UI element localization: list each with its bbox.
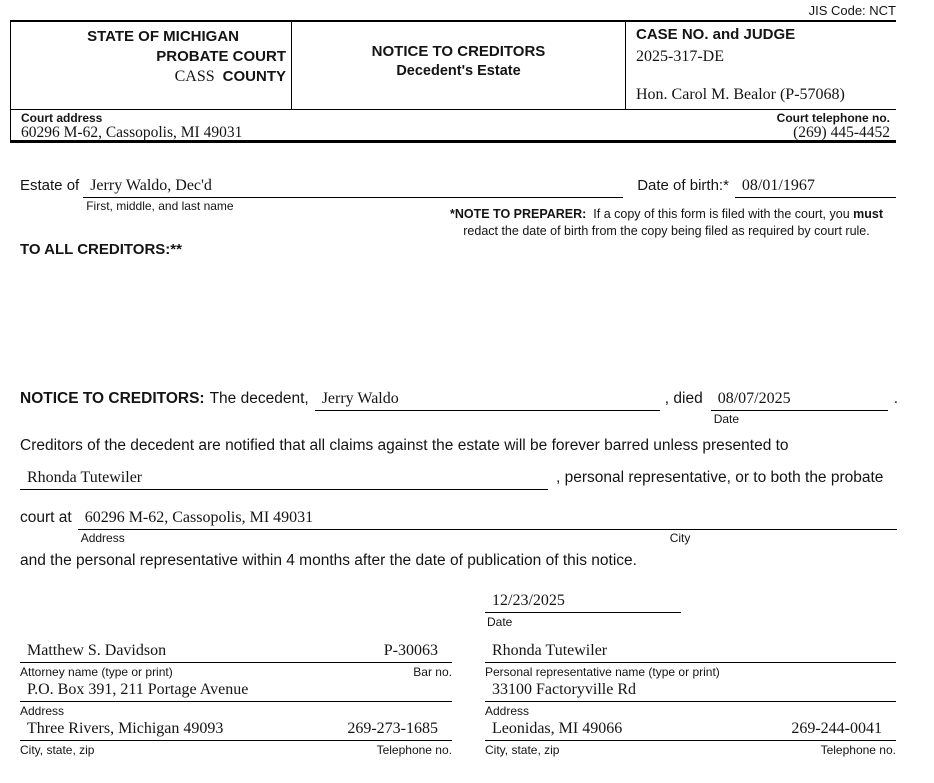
state-label: STATE OF MICHIGAN	[87, 28, 239, 45]
signature-date-sublabel: Date	[487, 615, 513, 629]
decedent-name-fieldwrap	[315, 389, 660, 411]
to-all-creditors-heading: TO ALL CREDITORS:**	[20, 241, 182, 258]
court-identity-block	[11, 22, 291, 109]
decedent-intro-text: The decedent,	[209, 390, 309, 407]
county-label: COUNTY	[222, 68, 286, 85]
header-cells	[11, 22, 896, 110]
attorney-city-phone-line	[20, 719, 452, 741]
attorney-phone-label: Telephone no.	[376, 743, 452, 757]
court-address-row	[11, 110, 896, 140]
attorney-name-labels	[20, 665, 452, 679]
city-sublabel: City	[669, 531, 691, 545]
representative-name-field[interactable]: Rhonda Tutewiler	[20, 468, 548, 490]
bar-no-label: Bar no.	[413, 665, 452, 679]
death-date-fieldwrap	[711, 389, 888, 426]
sentence-period: .	[893, 390, 898, 407]
preparer-note	[437, 206, 896, 240]
representative-city-phone-line	[485, 719, 896, 741]
representative-address-block	[485, 680, 896, 718]
representative-print-name-labels	[485, 665, 896, 679]
attorney-address-field[interactable]: P.O. Box 391, 211 Portage Avenue	[20, 680, 452, 702]
form-title: NOTICE TO CREDITORS	[371, 43, 546, 60]
court-phone-label: Court telephone no.	[776, 111, 890, 125]
preparer-note-text: If a copy of this form is filed with the court, you	[593, 207, 850, 221]
court-address-block	[21, 111, 242, 140]
attorney-name-field[interactable]: Matthew S. Davidson	[27, 642, 167, 659]
decedent-full-name-fieldwrap	[83, 176, 623, 213]
attorney-city-phone-labels	[20, 743, 452, 757]
representative-phone-field[interactable]: 269-244-0041	[791, 720, 882, 737]
form-title-block	[291, 22, 626, 109]
court-address-field[interactable]: 60296 M-62, Cassopolis, MI 49031	[21, 124, 243, 141]
county-name-field[interactable]: CASS	[174, 68, 215, 85]
attorney-address-block	[20, 680, 452, 718]
jis-code-label: JIS Code: NCT	[808, 3, 896, 18]
estate-of-label: Estate of	[20, 177, 80, 194]
court-phone-block	[777, 111, 890, 140]
claims-barred-text: Creditors of the decedent are notified that all claims against the estate will be forever barred unless presented to	[20, 437, 789, 454]
attorney-address-label: Address	[20, 704, 65, 718]
death-date-field[interactable]: 08/07/2025	[711, 389, 888, 411]
preparer-note-line1	[437, 206, 896, 223]
representative-city-label: City, state, zip	[485, 743, 560, 757]
notice-bold-label: NOTICE TO CREDITORS:	[20, 390, 205, 407]
representative-suffix-text: , personal representative, or to both the probate	[556, 469, 884, 486]
form-subtitle: Decedent's Estate	[396, 63, 521, 79]
form-header	[10, 20, 896, 143]
case-no-field[interactable]: 2025-317-DE	[636, 48, 724, 65]
case-block	[626, 22, 896, 109]
representative-name-fieldwrap	[20, 468, 548, 490]
court-address-label: Court address	[21, 111, 103, 125]
signature-date-field[interactable]: 12/23/2025	[485, 591, 681, 613]
representative-phone-label: Telephone no.	[820, 743, 896, 757]
attorney-phone-field[interactable]: 269-273-1685	[347, 720, 438, 737]
representative-city-phone-block	[485, 719, 896, 757]
court-at-address-field[interactable]: 60296 M-62, Cassopolis, MI 49031	[78, 508, 897, 530]
representative-address-field[interactable]: 33100 Factoryville Rd	[485, 680, 896, 702]
publication-period-text: and the personal representative within 4 months after the date of publication of this notice.	[20, 552, 637, 569]
decedent-full-name-field[interactable]: Jerry Waldo, Dec'd	[83, 176, 623, 198]
dob-field[interactable]: 08/01/1967	[735, 176, 896, 198]
county-line	[11, 67, 291, 87]
notice-sentence-row	[20, 389, 898, 426]
attorney-city-field[interactable]: Three Rivers, Michigan 49093	[27, 720, 224, 737]
address-sublabel: Address	[80, 531, 125, 545]
name-sublabel: First, middle, and last name	[86, 199, 234, 213]
dob-label: Date of birth:*	[637, 177, 729, 194]
attorney-city-label: City, state, zip	[20, 743, 95, 757]
probate-court-label: PROBATE COURT	[156, 48, 286, 65]
judge-field[interactable]: Hon. Carol M. Bealor (P-57068)	[636, 86, 845, 103]
representative-print-name-label: Personal representative name (type or print)	[485, 665, 720, 679]
death-date-sublabel: Date	[713, 412, 740, 426]
preparer-note-label: *NOTE TO PREPARER:	[449, 207, 587, 221]
estate-of-row	[20, 176, 896, 213]
preparer-note-line2: redact the date of birth from the copy being filed as required by court rule.	[463, 224, 870, 238]
attorney-name-line	[20, 641, 452, 663]
court-at-fieldwrap	[78, 508, 897, 545]
decedent-name-field[interactable]: Jerry Waldo	[315, 389, 660, 411]
dob-fieldwrap	[735, 176, 896, 198]
representative-address-label: Address	[485, 704, 530, 718]
representative-city-phone-labels	[485, 743, 896, 757]
court-at-label: court at	[20, 509, 72, 526]
attorney-name-label: Attorney name (type or print)	[20, 665, 173, 679]
attorney-name-block	[20, 641, 452, 679]
court-at-row	[20, 508, 897, 545]
representative-city-field[interactable]: Leonidas, MI 49066	[492, 720, 623, 737]
preparer-note-must: must	[853, 207, 884, 221]
representative-print-name-field[interactable]: Rhonda Tutewiler	[485, 641, 896, 663]
representative-address-labels	[485, 704, 896, 718]
attorney-city-phone-block	[20, 719, 452, 757]
attorney-bar-no-field[interactable]: P-30063	[383, 642, 438, 659]
attorney-address-labels	[20, 704, 452, 718]
court-phone-field[interactable]: (269) 445-4452	[793, 124, 890, 141]
died-label: , died	[664, 390, 703, 407]
personal-representative-row	[20, 468, 898, 490]
signature-date-block	[485, 591, 681, 629]
representative-print-name-block	[485, 641, 896, 679]
case-no-label: CASE NO. and JUDGE	[636, 26, 796, 43]
